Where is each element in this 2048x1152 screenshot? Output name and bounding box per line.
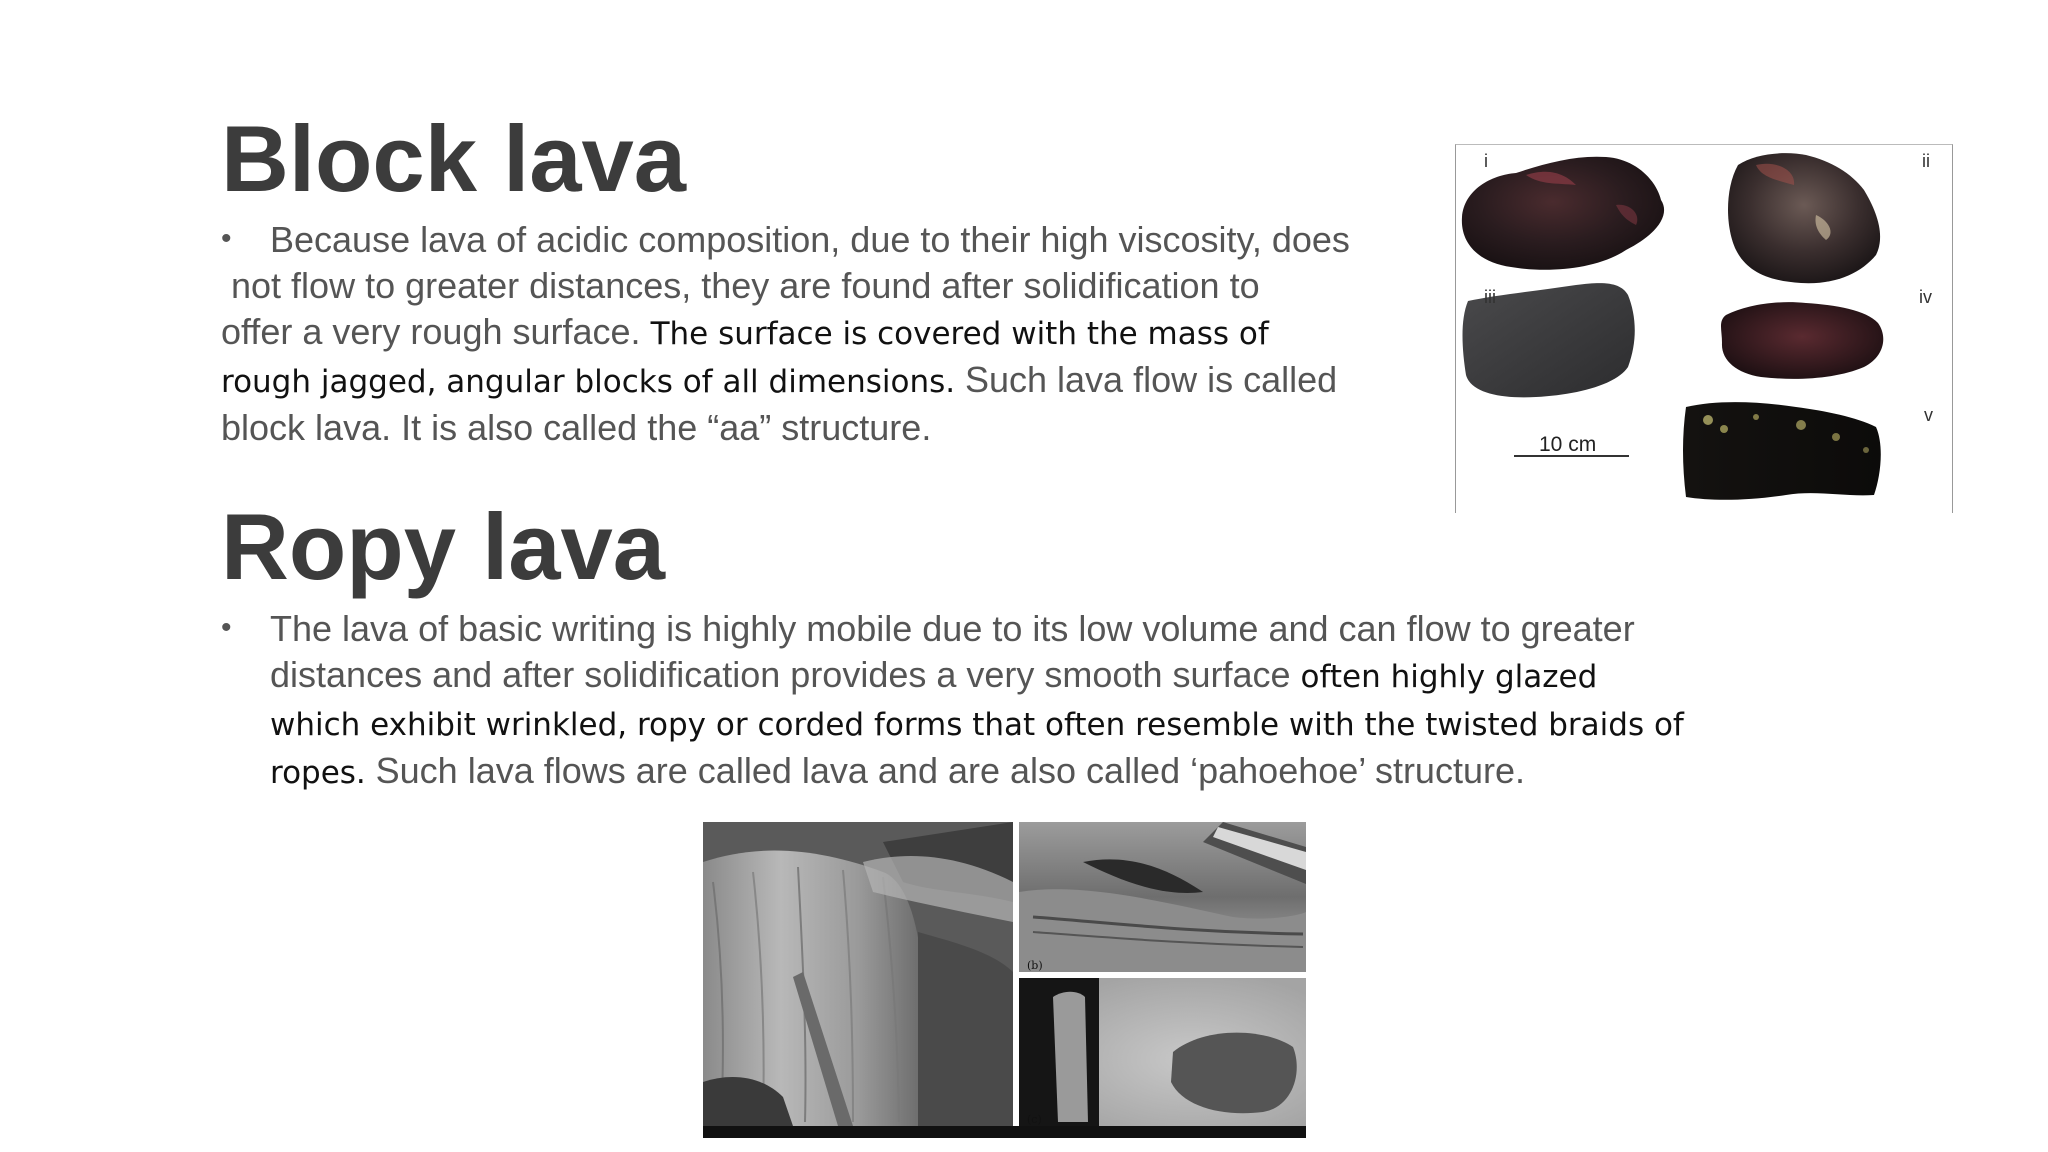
panel-label-b: (b) (1027, 959, 1043, 972)
text-line: block lava. It is also called the “aa” structure. (221, 407, 932, 448)
text-run: The surface is covered with the mass of (650, 316, 1269, 352)
bullet-marker: • (221, 611, 232, 644)
photo-panel-b (1019, 822, 1306, 972)
rock-label-iii: iii (1484, 287, 1496, 307)
text-run: Such lava flow is called (964, 359, 1338, 400)
block-lava-title: Block lava (221, 106, 687, 211)
text-line (270, 652, 1750, 700)
rock-label-ii: ii (1922, 151, 1930, 171)
rock-samples-figure (1455, 144, 1953, 513)
scale-label: 10 cm (1539, 433, 1597, 456)
photo-panel-c (1019, 978, 1306, 1126)
text-run: rough jagged, angular blocks of all dimensions. (221, 364, 965, 400)
text-line (221, 357, 1451, 405)
text-run: Such lava flows are called lava and are also called ‘pahoehoe’ structure. (375, 750, 1525, 791)
panel-label-c: (c) (1027, 1113, 1042, 1126)
rock-sample-v (1683, 402, 1881, 500)
text-line: The lava of basic writing is highly mobile due to its low volume and can flow to greater (270, 608, 1635, 649)
text-line (221, 309, 1451, 357)
text-run: offer a very rough surface. (221, 311, 651, 352)
rock-label-i: i (1484, 151, 1488, 171)
text-line: Because lava of acidic composition, due to their high viscosity, does (270, 219, 1350, 260)
text-run: ropes. (270, 755, 376, 791)
photo-panel-a (703, 822, 1013, 1126)
rock-label-v: v (1924, 405, 1933, 425)
text-line (270, 700, 1750, 748)
rock-samples-illustration (1456, 145, 1952, 513)
pahoehoe-photos (703, 822, 1306, 1138)
rock-sample-ii (1728, 153, 1880, 283)
text-run: often highly glazed (1300, 659, 1598, 695)
text-run: distances and after solidification provides a very smooth surface (270, 654, 1301, 695)
pahoehoe-photo-figure (703, 822, 1306, 1138)
text-line (270, 748, 1750, 796)
ropy-lava-paragraph (270, 606, 1750, 796)
ropy-lava-title: Ropy lava (221, 494, 666, 599)
rock-label-iv: iv (1919, 287, 1932, 307)
block-lava-paragraph (221, 217, 1451, 451)
bullet-marker: • (221, 222, 232, 255)
text-run: which exhibit wrinkled, ropy or corded forms that often resemble with the twisted braids of (270, 707, 1684, 743)
text-line: not flow to greater distances, they are found after solidification to (221, 265, 1260, 306)
rock-sample-iv (1721, 302, 1883, 379)
